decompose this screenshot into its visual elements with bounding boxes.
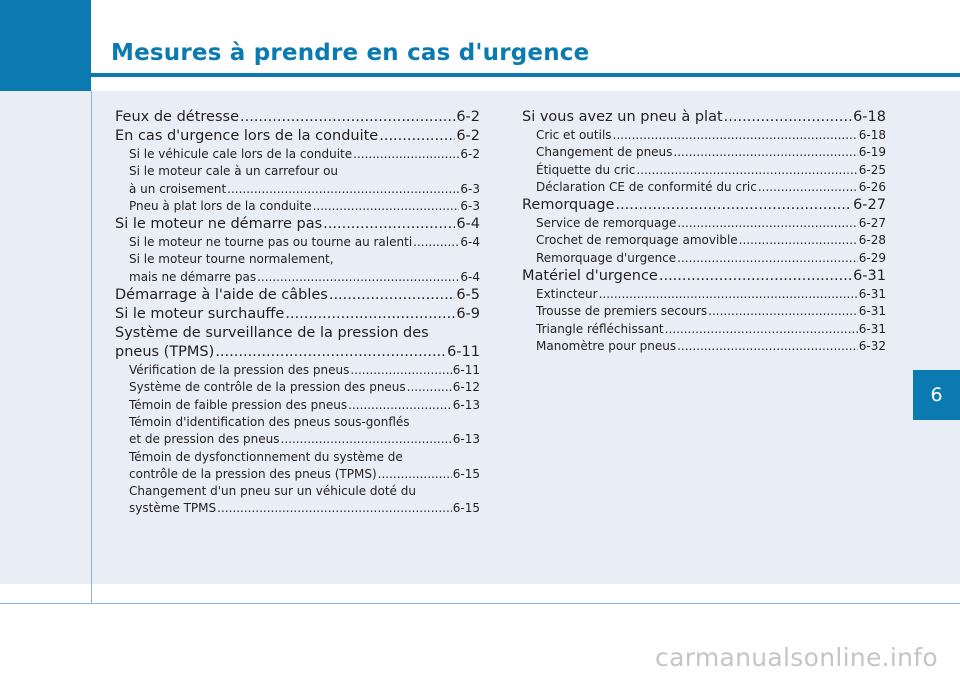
toc-page-number: 6-32: [858, 338, 886, 353]
toc-label-line: Changement d'un pneu sur un véhicule doté du: [129, 484, 416, 499]
toc-section[interactable]: [115, 324, 480, 362]
toc-label: Étiquette du cric: [536, 162, 636, 177]
toc-page-number: 6-2: [456, 128, 480, 144]
toc-label: Service de remorquage: [536, 216, 677, 231]
dot-leader: [323, 215, 455, 234]
toc-label: et de pression des pneus: [129, 432, 280, 447]
toc-label: Extincteur: [536, 287, 598, 302]
toc-label: Feux de détresse: [115, 109, 239, 125]
toc-label: Remorquage: [522, 197, 615, 214]
toc-section[interactable]: [115, 286, 480, 305]
toc-label: Si le moteur surchauffe: [115, 306, 285, 323]
toc-page-number: 6-11: [447, 344, 480, 361]
toc-label: Pneu à plat lors de la conduite: [129, 198, 312, 213]
toc-page-number: 6-3: [460, 181, 480, 196]
toc-label-line: Si le moteur tourne normalement,: [129, 252, 334, 267]
toc-label: En cas d'urgence lors de la conduite: [115, 128, 379, 144]
toc-page-number: 6-4: [456, 216, 480, 233]
toc-page-number: 6-11: [452, 363, 480, 378]
toc-page-number: 6-31: [853, 268, 886, 285]
dot-leader: [636, 162, 857, 179]
toc-subsection[interactable]: [115, 163, 480, 198]
dot-leader: [407, 379, 452, 396]
toc-page-number: 6-31: [858, 287, 886, 302]
toc-page-number: 6-4: [460, 235, 480, 250]
toc-page-number: 6-2: [456, 109, 480, 125]
toc-subsection[interactable]: [522, 250, 886, 267]
dot-leader: [665, 321, 858, 338]
toc-section[interactable]: [115, 127, 480, 146]
corner-block: [0, 0, 91, 91]
toc-label: pneus (TPMS): [115, 344, 215, 361]
toc-label: Si le moteur ne démarre pas: [115, 216, 323, 233]
toc-subsection[interactable]: [522, 127, 886, 144]
toc-section[interactable]: [522, 108, 886, 127]
dot-leader: [378, 466, 452, 483]
toc-page-number: 6-12: [452, 380, 480, 395]
toc-subsection[interactable]: [522, 286, 886, 303]
dot-leader: [739, 232, 858, 249]
toc-subsection[interactable]: [522, 144, 886, 161]
toc-subsection[interactable]: [522, 338, 886, 355]
dot-leader: [348, 397, 452, 414]
toc-label: Si vous avez un pneu à plat: [522, 109, 723, 125]
toc-subsection[interactable]: [522, 321, 886, 338]
dot-leader: [724, 108, 852, 127]
toc-page-number: 6-13: [452, 397, 480, 412]
dot-leader: [350, 362, 451, 379]
toc-page-number: 6-18: [853, 109, 886, 125]
toc-subsection[interactable]: [115, 198, 480, 215]
toc-label-line: Témoin de dysfonctionnement du système de: [129, 449, 403, 464]
page-title: Mesures à prendre en cas d'urgence: [111, 40, 590, 66]
toc-page-number: 6-28: [858, 233, 886, 248]
toc-section[interactable]: [115, 305, 480, 324]
toc-page-number: 6-27: [858, 216, 886, 231]
dot-leader: [215, 343, 446, 362]
toc-page-number: 6-2: [460, 147, 480, 161]
toc-subsection[interactable]: [115, 483, 480, 518]
dot-leader: [353, 146, 459, 163]
toc-subsection[interactable]: [522, 232, 886, 249]
toc-label: système TPMS: [129, 501, 217, 516]
toc-subsection[interactable]: [115, 251, 480, 286]
toc-page-number: 6-27: [853, 197, 886, 214]
toc-subsection[interactable]: [522, 215, 886, 232]
toc-page-number: 6-15: [452, 501, 480, 516]
toc-section[interactable]: [522, 267, 886, 286]
dot-leader: [677, 215, 857, 232]
dot-leader: [227, 181, 459, 198]
toc-label: Système de contrôle de la pression des pneus: [129, 380, 406, 395]
toc-label: Triangle réfléchissant: [536, 321, 664, 336]
toc-label: contrôle de la pression des pneus (TPMS): [129, 466, 377, 481]
toc-label: Changement de pneus: [536, 145, 673, 160]
toc-subsection[interactable]: [115, 362, 480, 379]
title-underline: [91, 73, 960, 77]
toc-page-number: 6-15: [452, 466, 480, 481]
dot-leader: [257, 269, 459, 286]
toc-label: Remorquage d'urgence: [536, 250, 677, 265]
toc-page-number: 6-9: [456, 306, 480, 323]
dot-leader: [677, 338, 858, 355]
toc-page-number: 6-5: [456, 287, 480, 304]
dot-leader: [613, 127, 858, 144]
dot-leader: [413, 234, 459, 251]
toc-page-number: 6-13: [452, 432, 480, 447]
margin-line-vertical: [91, 91, 92, 603]
toc-subsection[interactable]: [115, 379, 480, 396]
toc-label: Crochet de remorquage amovible: [536, 233, 738, 248]
toc-page-number: 6-26: [858, 179, 886, 194]
toc-page-number: 6-19: [858, 145, 886, 160]
dot-leader: [659, 267, 852, 286]
toc-page-number: 6-18: [858, 128, 886, 142]
toc-subsection[interactable]: [115, 234, 480, 251]
toc-label: Si le moteur ne tourne pas ou tourne au ralenti: [129, 235, 413, 250]
toc-label: à un croisement: [129, 181, 227, 196]
toc-column-right: [522, 108, 886, 355]
toc-page-number: 6-25: [858, 162, 886, 177]
toc-section[interactable]: [115, 215, 480, 234]
toc-label: Matériel d'urgence: [522, 268, 658, 285]
dot-leader: [758, 179, 858, 196]
toc-label: Si le véhicule cale lors de la conduite: [129, 147, 353, 161]
toc-subsection[interactable]: [115, 414, 480, 449]
toc-subsection[interactable]: [115, 397, 480, 414]
toc-label: Trousse de premiers secours: [536, 304, 708, 319]
toc-section[interactable]: [522, 196, 886, 215]
toc-label-line: Si le moteur cale à un carrefour ou: [129, 164, 339, 179]
toc-label: Vérification de la pression des pneus: [129, 363, 350, 378]
toc-subsection[interactable]: [522, 179, 886, 196]
dot-leader: [217, 500, 452, 517]
toc-subsection[interactable]: [115, 146, 480, 163]
dot-leader: [615, 196, 852, 215]
toc-label: mais ne démarre pas: [129, 269, 257, 284]
toc-page-number: 6-29: [858, 250, 886, 265]
toc-subsection[interactable]: [115, 449, 480, 484]
toc-subsection[interactable]: [522, 303, 886, 320]
toc-section[interactable]: [115, 108, 480, 127]
toc-label: Cric et outils: [536, 128, 612, 142]
toc-column-left: [115, 108, 480, 518]
dot-leader: [313, 198, 460, 215]
toc-label: Déclaration CE de conformité du cric: [536, 179, 757, 194]
dot-leader: [329, 286, 455, 305]
dot-leader: [281, 431, 452, 448]
dot-leader: [240, 108, 455, 127]
toc-page-number: 6-4: [460, 269, 480, 284]
chapter-tab[interactable]: 6: [913, 370, 960, 420]
dot-leader: [708, 303, 858, 320]
toc-label-line: Témoin d'identification des pneus sous-gonflés: [129, 414, 410, 429]
toc-label: Témoin de faible pression des pneus: [129, 397, 348, 412]
toc-page-number: 6-3: [460, 198, 480, 213]
toc-label-line: Système de surveillance de la pression des: [115, 325, 429, 342]
dot-leader: [285, 305, 455, 324]
toc-label: Manomètre pour pneus: [536, 338, 677, 353]
dot-leader: [379, 127, 455, 146]
dot-leader: [677, 250, 858, 267]
watermark: carmanualsonline.info: [655, 643, 938, 672]
dot-leader: [673, 144, 857, 161]
dot-leader: [599, 286, 858, 303]
toc-page-number: 6-31: [858, 321, 886, 336]
margin-line-horizontal: [0, 603, 960, 604]
toc-subsection[interactable]: [522, 162, 886, 179]
toc-page-number: 6-31: [858, 304, 886, 319]
toc-label: Démarrage à l'aide de câbles: [115, 287, 328, 304]
